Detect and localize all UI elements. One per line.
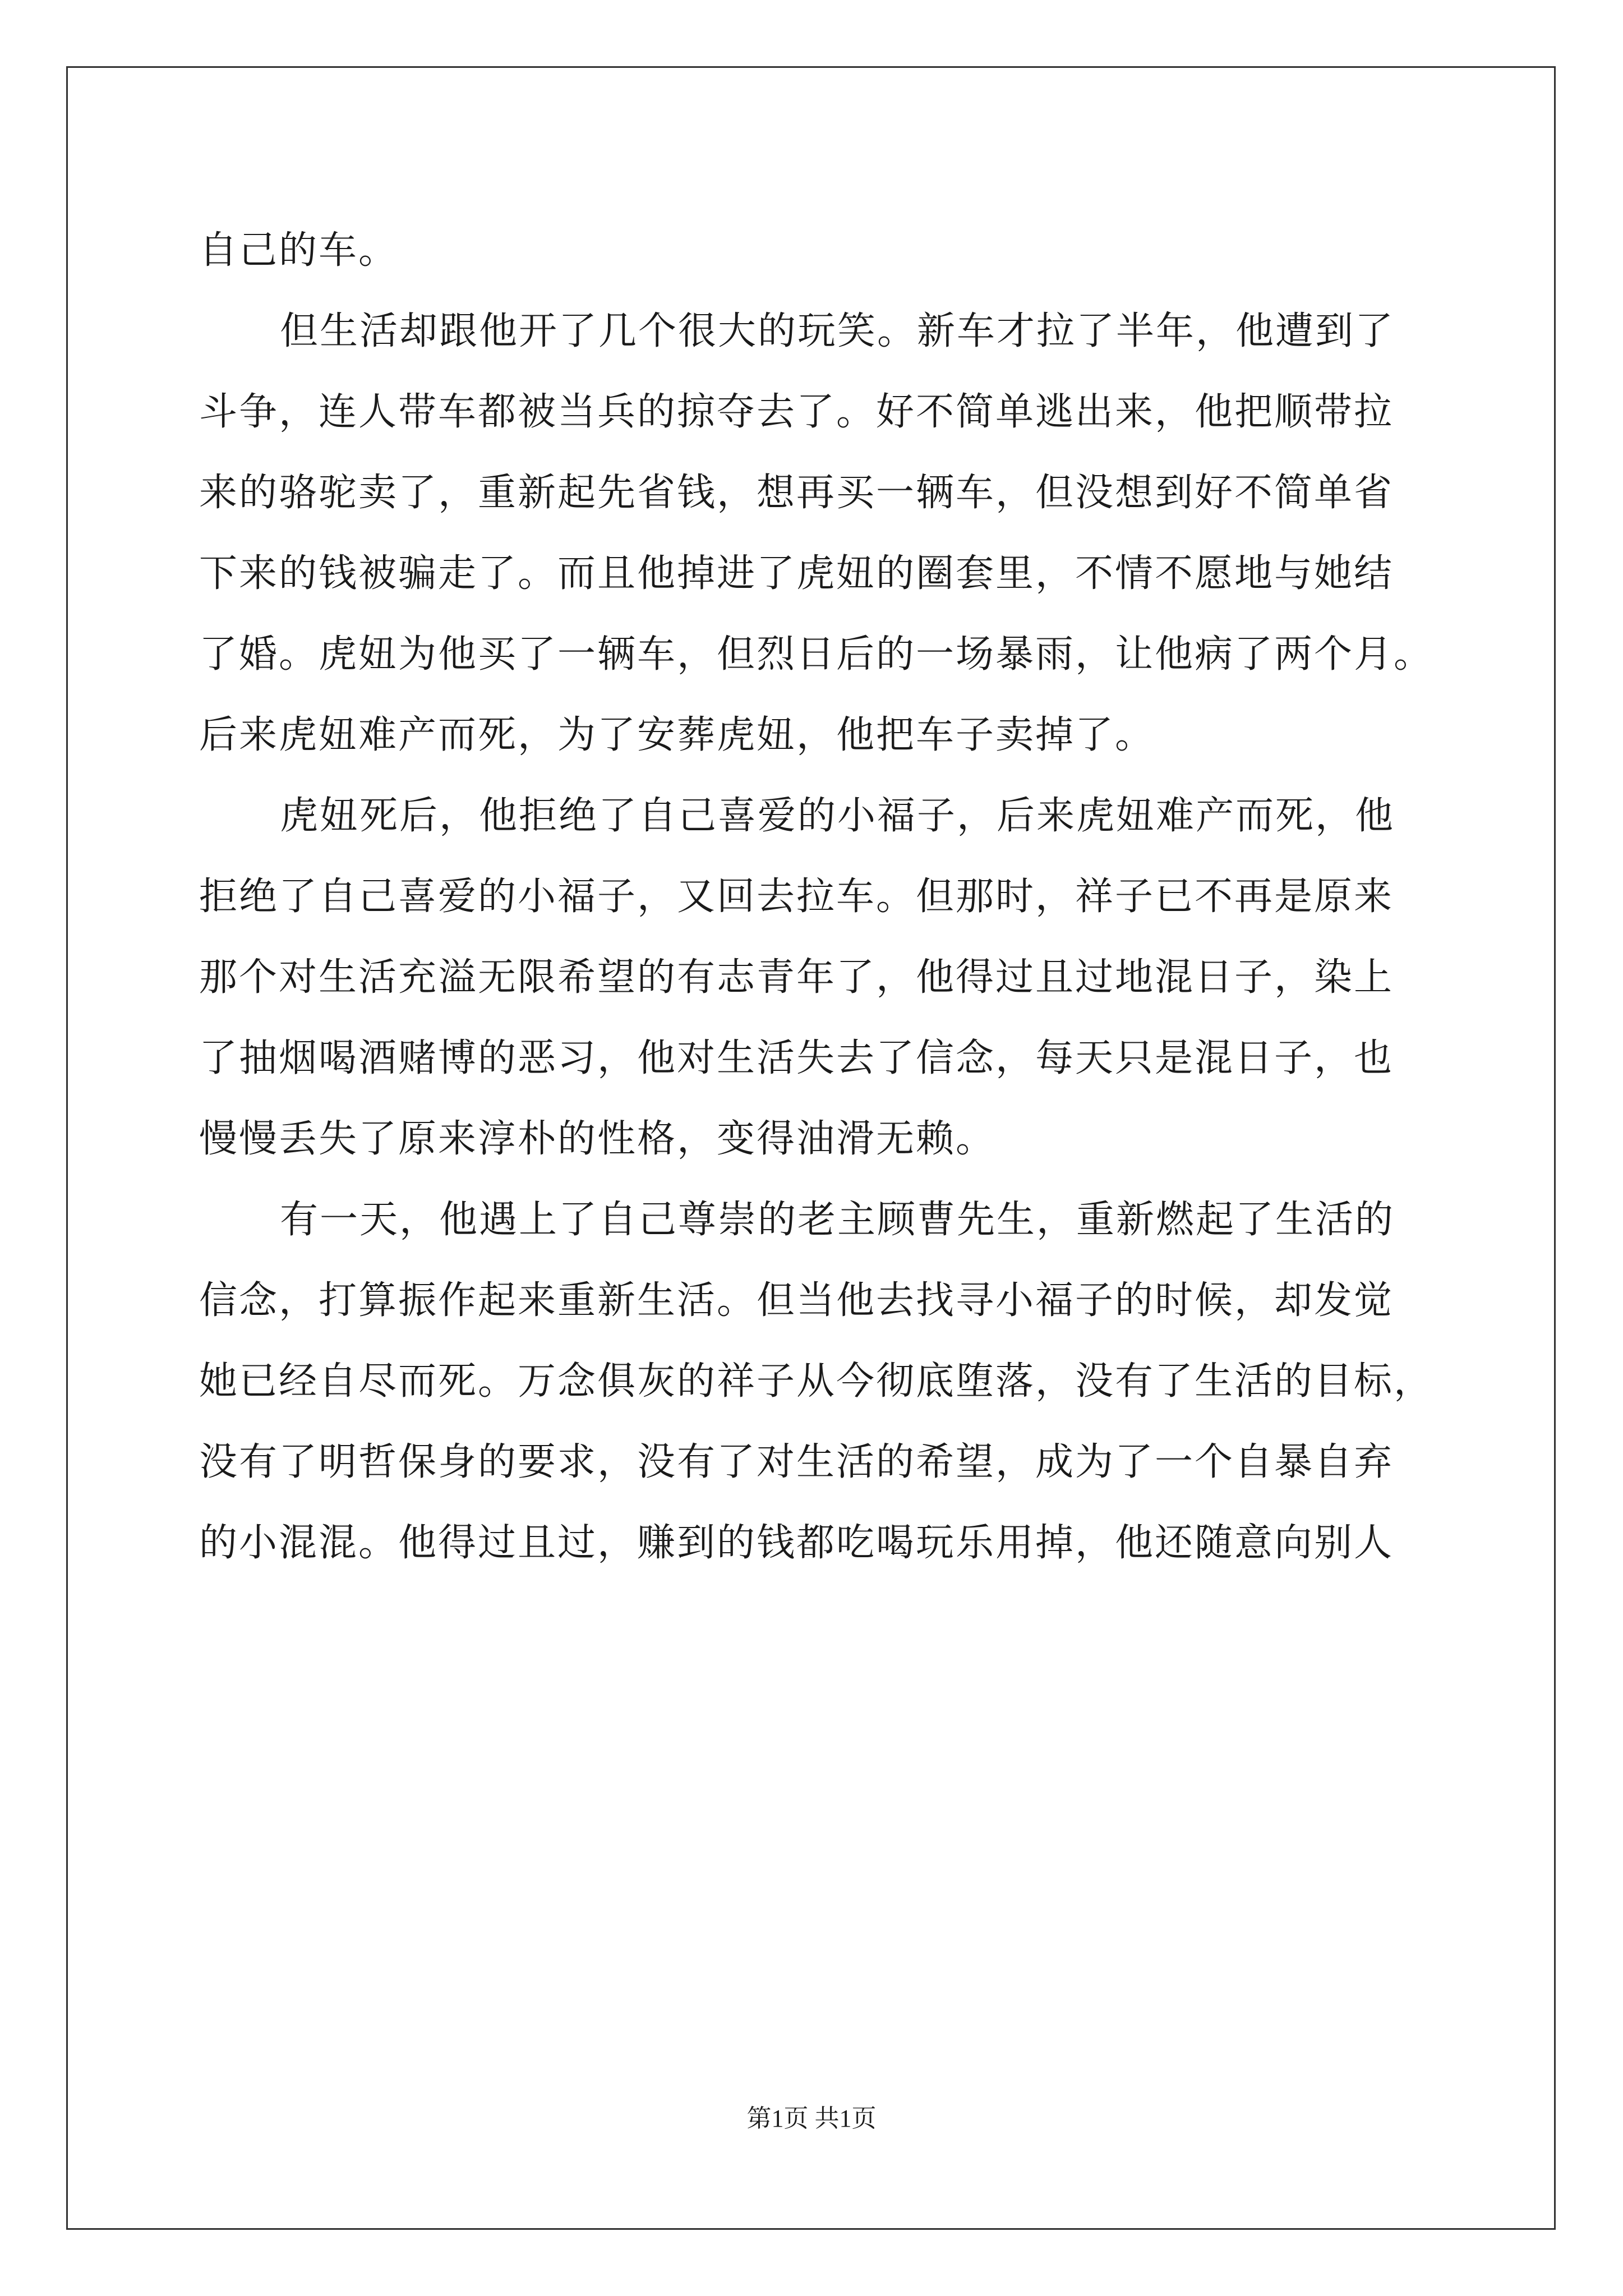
text-line: 她已经自尽而死。万念俱灰的祥子从今彻底堕落，没有了生活的目标， bbox=[199, 1359, 1434, 1404]
text-line: 的小混混。他得过且过，赚到的钱都吃喝玩乐用掉，他还随意向别人 bbox=[199, 1521, 1394, 1565]
text-line: 了婚。虎妞为他买了一辆车，但烈日后的一场暴雨，让他病了两个月。 bbox=[199, 632, 1434, 677]
text-line: 斗争，连人带车都被当兵的掠夺去了。好不简单逃出来，他把顺带拉 bbox=[199, 390, 1394, 434]
document-body bbox=[199, 210, 1433, 1584]
text-line: 没有了明哲保身的要求，没有了对生活的希望，成为了一个自暴自弃 bbox=[199, 1440, 1394, 1484]
paragraph-start-line: 有一天，他遇上了自己尊崇的老主顾曹先生，重新燃起了生活的 bbox=[280, 1198, 1395, 1242]
paragraph-start-line: 但生活却跟他开了几个很大的玩笑。新车才拉了半年，他遭到了 bbox=[280, 309, 1395, 353]
text-line: 了抽烟喝酒赌博的恶习，他对生活失去了信念，每天只是混日子，也 bbox=[199, 1036, 1394, 1080]
text-line: 信念，打算振作起来重新生活。但当他去找寻小福子的时候，却发觉 bbox=[199, 1278, 1394, 1323]
paragraph-start-line: 虎妞死后，他拒绝了自己喜爱的小福子，后来虎妞难产而死，他 bbox=[280, 794, 1395, 838]
text-line: 下来的钱被骗走了。而且他掉进了虎妞的圈套里，不情不愿地与她结 bbox=[199, 551, 1394, 596]
text-line: 来的骆驼卖了，重新起先省钱，想再买一辆车，但没想到好不简单省 bbox=[199, 471, 1394, 515]
page-number-footer: 第1页 共1页 bbox=[746, 2105, 877, 2132]
text-line: 拒绝了自己喜爱的小福子，又回去拉车。但那时，祥子已不再是原来 bbox=[199, 875, 1394, 919]
text-line: 慢慢丢失了原来淳朴的性格，变得油滑无赖。 bbox=[199, 1117, 996, 1161]
text-line: 那个对生活充溢无限希望的有志青年了，他得过且过地混日子，染上 bbox=[199, 955, 1394, 1000]
text-line: 自己的车。 bbox=[199, 228, 399, 273]
text-line: 后来虎妞难产而死，为了安葬虎妞，他把车子卖掉了。 bbox=[199, 713, 1155, 757]
